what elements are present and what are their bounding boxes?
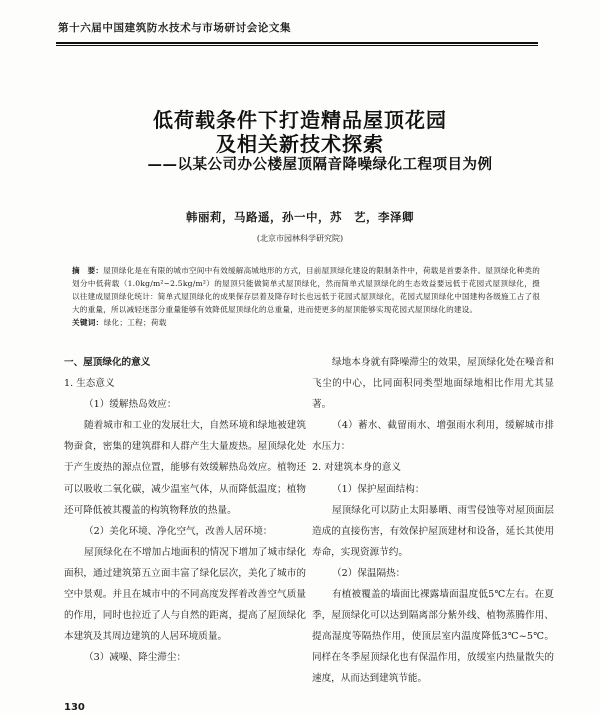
header-rule-thin <box>56 45 538 46</box>
header-rule-thick <box>56 42 538 44</box>
paragraph-protect-roof: 屋顶绿化可以防止太阳暴晒、雨雪侵蚀等对屋顶面层造成的直接伤害，有效保护屋顶建材和设备，延长其使用寿命，实现资源节约。 <box>312 504 554 558</box>
paragraph-beautify: 屋顶绿化在不增加占地面积的情况下增加了城市绿化面积，通过建筑第五立面丰富了绿化层次，美化了城市的空中景观。并且在城市中的不同高度发挥着改善空气质量的作用，同时也拉近了人与自然的距离，提高了屋顶绿化本建筑及其周边建筑的人居环境质量。 <box>64 546 306 643</box>
affiliation: (北京市园林科学研究院) <box>256 234 344 243</box>
left-column <box>64 352 306 668</box>
abstract <box>72 264 540 316</box>
item-protect-roof: （1）保护屋面结构： <box>332 483 425 495</box>
right-column <box>312 352 554 690</box>
abstract-label: 摘 要： <box>72 266 104 275</box>
subtitle: ——以某公司办公楼屋顶隔音降噪绿化工程项目为例 <box>147 157 493 173</box>
item-insulation: （2）保温隔热： <box>332 567 406 579</box>
item-heat-island: （1）缓解热岛效应： <box>84 399 177 411</box>
keywords-label: 关键词： <box>72 318 104 327</box>
section-heading-1: 一、屋顶绿化的意义 <box>64 357 151 368</box>
keywords-text: 绿化；工程；荷载 <box>103 318 167 327</box>
item-noise-dust: （3）减噪、降尘滞尘： <box>84 652 187 664</box>
paragraph-insulation: 有植被覆盖的墙面比裸露墙面温度低5℃左右。在夏季，屋顶绿化可以达到隔离部分紫外线、植物蒸腾作用、提高湿度等隔热作用，使顶层室内温度降低3℃~5℃。同样在冬季屋顶绿化也有保温作用，放缓室内热量散失的速度，从而达到建筑节能。 <box>312 589 554 685</box>
running-header: 第十六届中国建筑防水技术与市场研讨会论文集 <box>58 22 292 34</box>
title-line-1: 低荷载条件下打造精品屋顶花园 <box>153 108 447 132</box>
subsection-building: 2. 对建筑本身的意义 <box>312 462 401 474</box>
item-beautify: （2）美化环境、净化空气，改善人居环境： <box>84 525 273 537</box>
author-list: 韩丽莉，马路遥，孙一中，苏 艺，李泽卿 <box>186 210 414 224</box>
item-rainwater: （4）蓄水、截留雨水、增强雨水利用，缓解城市排水压力： <box>312 420 554 453</box>
paragraph-heat-island: 随着城市和工业的发展壮大，自然环境和绿地被建筑物蚕食，密集的建筑群和人群产生大量废热。屋顶绿化处于产生废热的源点位置，能够有效缓解热岛效应。植物还可以吸收二氧化碳，减少温室气体，从而降低温度；植物还可降低被其覆盖的构筑物释放的热量。 <box>64 420 306 516</box>
paragraph-noise-dust: 绿地本身就有降噪滞尘的效果，屋顶绿化处在噪音和飞尘的中心，比同面积同类型地面绿地相比作用尤其显著。 <box>312 357 554 411</box>
abstract-text: 屋顶绿化是在有限的城市空间中有效缓解高城地形的方式，目前屋顶绿化建设的限制条件中，荷载是首要条件。屋顶绿化种类的划分中低荷载（1.0kg/m²~2.5kg/m²）的屋顶只能做简单式屋顶绿化，然而简单式屋顶绿化的生态效益要远低于花园式屋顶绿化，摄以往建成屋顶绿化统计：简单式屋顶绿化的成果保存层着及降存时长也远低于花园式屋顶绿化，花园式屋顶绿化中国建构各级施工占了很大的重量，所以减轻迷部分重量能够有效降低屋顶绿化的总重量，进而使更多的屋顶能够实现花园式屋顶绿化的建设。 <box>72 266 540 314</box>
subsection-ecological: 1. 生态意义 <box>64 378 115 390</box>
page-number: 130 <box>64 702 85 713</box>
title-line-2: 及相关新技术探索 <box>216 132 384 156</box>
keywords <box>72 317 540 328</box>
